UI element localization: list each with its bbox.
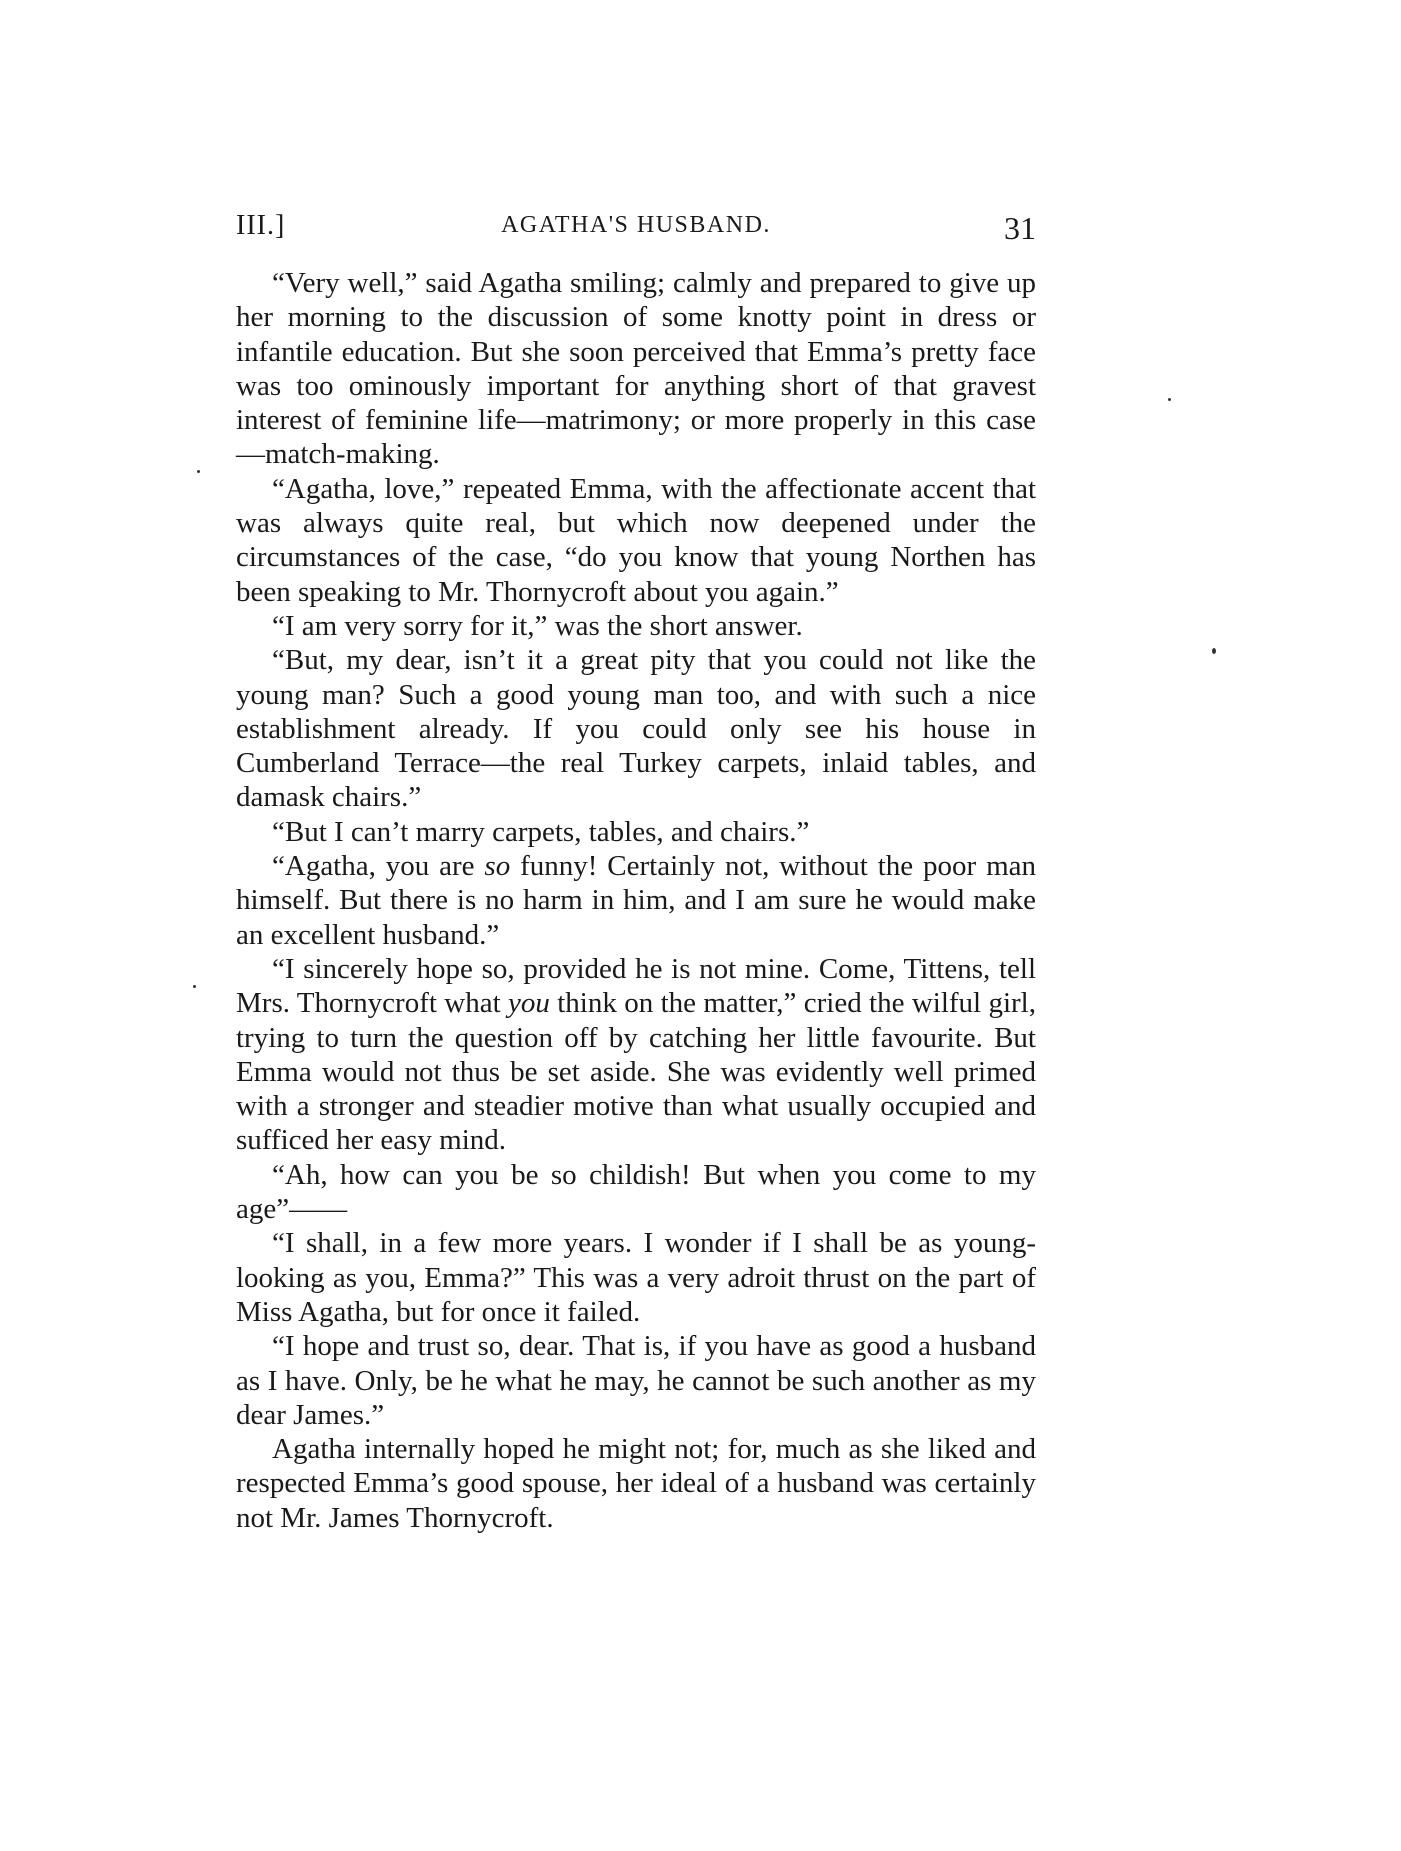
paragraph	[236, 1158, 1036, 1227]
paragraph	[236, 815, 1036, 849]
paragraph	[236, 643, 1036, 814]
chapter-number: III.]	[236, 210, 286, 241]
scan-speck	[197, 470, 200, 473]
paragraph	[236, 266, 1036, 472]
text-segment: “But, my dear, isn’t it a great pity that you could not like the young man? Such a good young man too, and with such a nice establishment already. If you could only see his house in Cumberland Terrace—the real Turkey carpets, inlaid tables, and damask chairs.”	[236, 644, 1036, 814]
paragraph	[236, 952, 1036, 1158]
text-segment: “Agatha, love,” repeated Emma, with the affectionate accent that was always quite real, but which now deepened under the circumstances of the case, “do you know that young Northen has been speaking to Mr. Thornycroft about you again.”	[236, 472, 1036, 608]
text-segment: “Ah, how can you be so childish! But when you come to my age”——	[236, 1158, 1036, 1226]
text-segment: Agatha internally hoped he might not; for, much as she liked and respected Emma’s good spouse, her ideal of a husband was certainly not Mr. James Thornycroft.	[236, 1433, 1036, 1534]
text-segment: “Very well,” said Agatha smiling; calmly and prepared to give up her morning to the discussion of some knotty point in dress or infantile education. But she soon perceived that Emma’s pretty face was too ominously important for anything short of that gravest interest of feminine life—matrimony; or more properly in this case—match-making.	[236, 267, 1036, 471]
text-segment: “I sincerely hope so, provided he is not mine. Come, Tittens, tell Mrs. Thornycroft what	[236, 952, 1036, 1020]
running-title: AGATHA'S HUSBAND.	[501, 212, 771, 238]
scan-speck	[1212, 648, 1216, 654]
paragraph	[236, 1432, 1036, 1535]
scan-speck	[1168, 398, 1171, 401]
text-segment: “I am very sorry for it,” was the short answer.	[272, 609, 803, 642]
scan-speck	[193, 985, 196, 988]
running-head	[236, 210, 1036, 254]
paragraph	[236, 849, 1036, 952]
paragraph	[236, 472, 1036, 609]
text-segment: think on the matter,” cried the wilful girl, trying to turn the question off by catching her little favourite. But Emma would not thus be set aside. She was evidently well primed with a stronger and steadier motive than what usually occupied and sufficed her easy mind.	[236, 987, 1036, 1157]
text-segment: “But I can’t marry carpets, tables, and chairs.”	[272, 815, 810, 848]
text-segment: “I shall, in a few more years. I wonder if I shall be as young-looking as you, Emma?” This was a very adroit thrust on the part of Miss Agatha, but for once it failed.	[236, 1227, 1036, 1328]
paragraph	[236, 609, 1036, 643]
text-segment: funny! Certainly not, without the poor man himself. But there is no harm in him, and I am sure he would make an excellent husband.”	[236, 850, 1037, 951]
paragraph	[236, 1329, 1036, 1432]
page-number: 31	[1004, 210, 1036, 246]
body-text	[236, 266, 1036, 1535]
text-segment: “I hope and trust so, dear. That is, if you have as good a husband as I have. Only, be he what he may, he cannot be such another as my dear James.”	[236, 1330, 1036, 1431]
italic-text: you	[508, 987, 550, 1020]
paragraph	[236, 1226, 1036, 1329]
text-segment: “Agatha, you are	[272, 850, 485, 883]
italic-text: so	[484, 850, 511, 883]
